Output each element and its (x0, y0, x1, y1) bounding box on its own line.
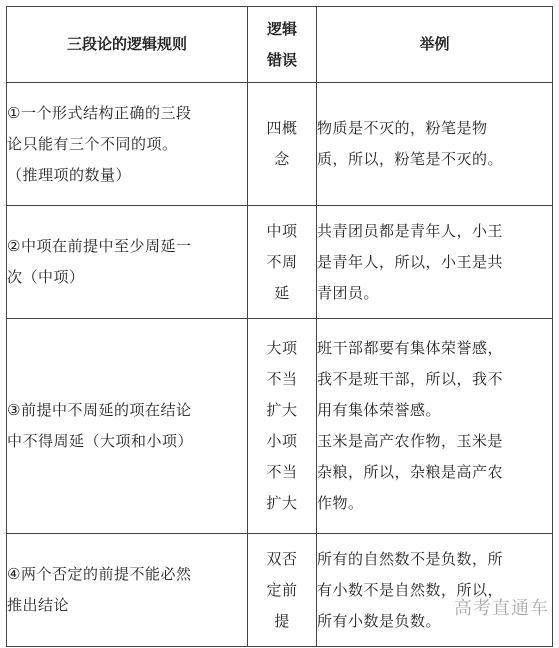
example-text: 是青年人，所以，小王是共 (317, 252, 504, 271)
rule-text: ④两个否定的前提不能必然 (7, 565, 192, 583)
example-cell (317, 206, 553, 319)
error-text: 不当 (266, 370, 298, 388)
example-cell (317, 534, 553, 647)
rule-text: （推理项的数量） (7, 165, 132, 184)
header-rule: 三段论的逻辑规则 (7, 7, 248, 83)
error-cell (248, 319, 317, 534)
header-error-line: 逻辑 (266, 19, 297, 38)
error-text: 提 (274, 611, 290, 630)
example-text: 作物。 (317, 494, 364, 512)
error-text: 双否 (266, 549, 298, 568)
header-error (248, 7, 317, 83)
table-row (7, 206, 553, 319)
example-text: 有小数不是自然数，所以， (317, 580, 504, 599)
error-cell (248, 206, 317, 319)
logic-rules-table (6, 6, 553, 647)
error-cell (248, 83, 317, 206)
rule-text: ①一个形式结构正确的三段 (7, 103, 192, 122)
example-text: 所有小数是负数。 (317, 611, 442, 630)
example-cell (317, 319, 553, 534)
header-row (7, 7, 553, 83)
rule-cell (7, 534, 248, 647)
rule-text: ③前提中不周延的项在结论 (7, 401, 192, 419)
rule-text: ②中项在前提中至少周延一 (7, 237, 192, 255)
example-text: 青团员。 (317, 283, 380, 302)
example-text: 共青团员都是青年人，小王 (317, 221, 504, 240)
error-text: 念 (274, 150, 290, 168)
table-row (7, 319, 553, 534)
rule-cell (7, 83, 248, 206)
example-text: 所有的自然数不是负数，所 (317, 549, 504, 568)
rule-cell (7, 206, 248, 319)
rule-text: 中不得周延（大项和小项） (7, 432, 194, 450)
error-cell (248, 534, 317, 647)
example-text: 质，所以，粉笔是不灭的。 (317, 150, 504, 168)
example-text: 我不是班干部，所以，我不 (317, 370, 504, 388)
error-text: 延 (274, 283, 290, 302)
example-cell (317, 83, 553, 206)
example-text: 杂粮，所以，杂粮是高产农 (317, 463, 504, 481)
error-text: 定前 (266, 580, 298, 599)
example-text: 玉米是高产农作物，玉米是 (317, 432, 504, 450)
error-text: 大项 (266, 339, 298, 357)
error-text: 小项 (266, 432, 298, 450)
rule-text: 论只能有三个不同的项。 (7, 134, 178, 153)
error-text: 扩大 (266, 494, 298, 512)
rule-text: 推出结论 (7, 596, 70, 614)
error-text: 不当 (266, 463, 298, 481)
table-row (7, 83, 553, 206)
table-row (7, 534, 553, 647)
example-text: 班干部都要有集体荣誉感， (317, 339, 504, 357)
error-text: 扩大 (266, 401, 298, 419)
error-text: 四概 (266, 119, 298, 137)
rule-text: 次（中项） (7, 268, 85, 286)
watermark: 高考直通车 (454, 598, 549, 619)
error-text: 不周 (266, 252, 298, 271)
header-error-line: 错误 (266, 50, 297, 69)
error-text: 中项 (266, 221, 298, 240)
rule-cell (7, 319, 248, 534)
example-text: 物质是不灭的，粉笔是物 (317, 119, 488, 137)
header-example: 举例 (317, 7, 553, 83)
example-text: 用有集体荣誉感。 (317, 401, 442, 419)
